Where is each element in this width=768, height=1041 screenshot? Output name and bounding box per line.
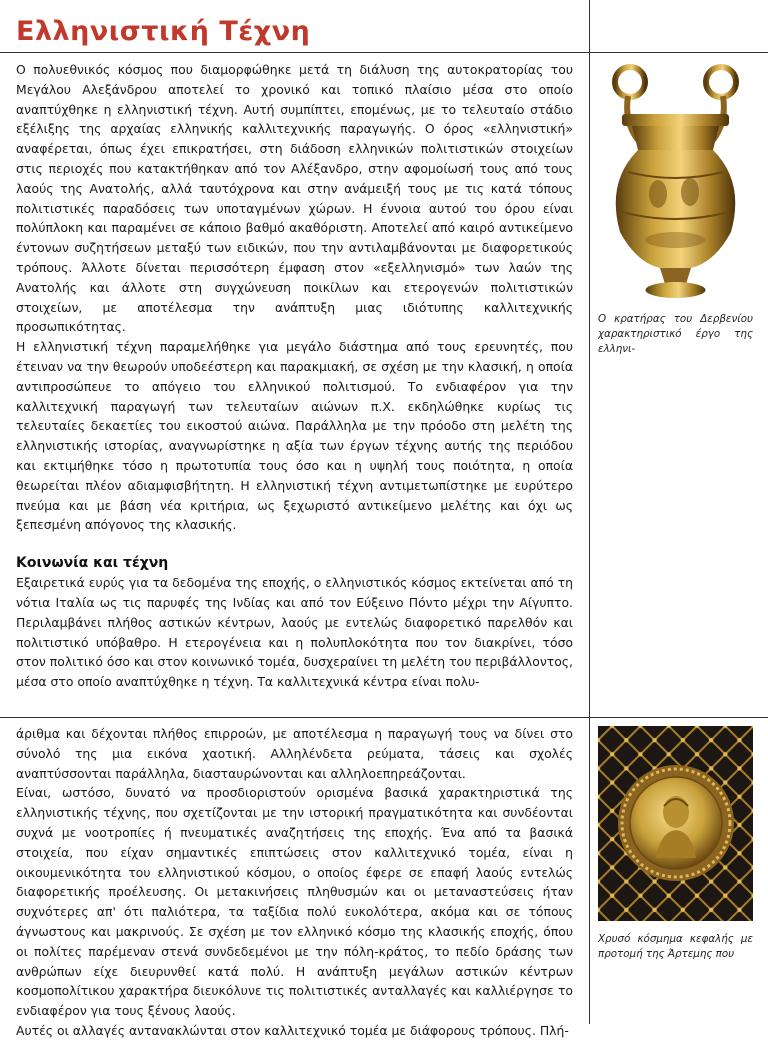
jewel-caption: Χρυσό κόσμημα κεφαλής με προτομή της Άρτεμης που <box>598 933 753 960</box>
paragraph: άριθμα και δέχονται πλήθος επιρροών, με αποτέλεσμα η παραγωγή τους να δίνει στο σύνολό της μια εικόνα χαοτική. Αλληλένδετα ρεύματα, τάσεις και σχολές αναπτύσσονται παράλληλα, διασταυρώνονται και αλληλοεπηρεάζονται. <box>16 726 573 781</box>
paragraph: Ο πολυεθνικός κόσμος που διαμορφώθηκε μετά τη διάλυση της αυτοκρατορίας του Μεγάλου Αλεξάνδρου αποτελεί το χρονικό και τοπικό πλαίσιο μέσα στο οποίο αναπτύχθηκε η ελληνιστική τέχνη. Αυτή συμπίπτει, επομένως, με το τελευταίο στάδιο εξέλιξης της αρχαίας ελληνικής καλλιτεχνικής παραγωγής. Ο όρος «ελληνιστική» αναφέρεται, όπως έχει επικρατήσει, στη διάδοση ελληνικών πολιτιστικών στοιχείων στις περιοχές που κατακτήθηκαν από τον Αλέξανδρο, στην αφομοίωσή τους από τους λαούς της Ανατολής, αλλά ταυτόχρονα και στην ανάμειξή τους με τις κατά τόπους πολιτιστικές παραδόσεις των υποταγμένων χώρων. Η έννοια αυτού του όρου είναι πολύπλοκη και παραμένει σε κάποιο βαθμό ακαθόριστη. Αποτελεί από καιρό αντικείμενο έντονων συζητήσεων μεταξύ των ειδικών, που την αντιλαμβάνονται με διαφορετικούς τρόπους. Άλλοτε δίνεται περισσότερη έμφαση στον «εξελληνισμό» των λαών της Ανατολής και άλλοτε στη συγχώνευση ποικίλων και ετερογενών πολιτιστικών στοιχείων, με αποτέλεσμα την ανάπτυξη μιας ιδιότυπης καλλιτεχνικής προσωπικότητας. <box>16 62 573 335</box>
text-section-1 <box>16 60 573 692</box>
derveni-krater-image <box>598 62 753 302</box>
header-divider <box>0 52 768 53</box>
paragraph: Είναι, ωστόσο, δυνατό να προσδιοριστούν ορισμένα βασικά χαρακτηριστικά της ελληνιστικής τέχνης, που σχετίζονται με την ιστορική πραγματικότητα και συνδέονται συχνά με νοοτροπίες ή πνευματικές αναζητήσεις της εποχής. Ένα από τα βασικά στοιχεία, που είχαν σημαντικές επιπτώσεις στον καλλιτεχνικό τομέα, είναι η οικουμενικότητα του ελληνιστικού κόσμου, ο οποίος έφερε σε επαφή λαούς εντελώς διαφορετικής προέλευσης. Οι μετακινήσεις πληθυσμών και οι μεταναστεύσεις ήταν συχνότερες απ' ότι παλιότερα, τα ταξίδια πολύ ευκολότερα, ακόμα και σε τόπους άγνωστους και μακρινούς. Σε σχέση με τον ελληνικό κόσμο της κλασικής εποχής, όπου οι πολίτες παρέμεναν στενά συνδεδεμένοι με την πόλη-κράτος, το πεδίο δράσης των ανθρώπων είχε διευρυνθεί κατά πολύ. Η ανάπτυξη μεγάλων αστικών κέντρων κοσμοπολίτικου χαρακτήρα διευκόλυνε τις πολιτιστικές ανταλλαγές και καλλιέργησε το ενδιαφέρον για τους ξένους λαούς. <box>16 785 573 1019</box>
paragraph: Εξαιρετικά ευρύς για τα δεδομένα της εποχής, ο ελληνιστικός κόσμος εκτείνεται από τη νότια Ιταλία ως τις παρυφές της Ινδίας και από τον Εύξεινο Πόντο μέχρι την Αίγυπτο. Περιλαμβάνει πλήθος αστικών κέντρων, λαούς με εντελώς διαφορετικό παρελθόν και πολιτιστικό υπόβαθρο. Η ετερογένεια και η πολυπλοκότητα που τον διακρίνει, τόσο στον πολιτικό όσο και στον κοινωνικό τομέα, δυσχεραίνει τη μελέτη του περιβάλλοντος, μέσα στο οποίο αναπτύχθηκε η τέχνη. Τα καλλιτεχνικά κέντρα είναι πολυ- <box>16 575 573 690</box>
subheading: Κοινωνία και τέχνη <box>16 555 169 572</box>
page-title: Ελληνιστική Τέχνη <box>16 16 311 47</box>
text-section-2 <box>16 724 573 1041</box>
page-divider <box>0 717 768 718</box>
column-divider <box>589 0 590 1024</box>
gold-jewel-image <box>598 726 753 921</box>
paragraph: Αυτές οι αλλαγές αντανακλώνται στον καλλιτεχνικό τομέα με διάφορους τρόπους. Πλή- <box>16 1022 569 1038</box>
paragraph: Η ελληνιστική τέχνη παραμελήθηκε για μεγάλο διάστημα από τους ερευνητές, που έτειναν να την θεωρούν υποδεέστερη και παρακμιακή, σε σχέση με την κλασική, η οποία αντιπροσώπευε το απόγειο του ελληνικού πολιτισμού. Το ενδιαφέρον για την καλλιτεχνική παραγωγή των τελευταίων αιώνων π.Χ. εκδηλώθηκε κυρίως τις τελευταίες δεκαετίες του εικοστού αιώνα. Παράλληλα με την πρόοδο στη μελέτη της ελληνιστικής ιστορίας, αναγνωρίστηκε η αξία των έργων τέχνης αυτής της περιόδου και εκτιμήθηκε τόσο η πρωτοτυπία τους όσο και η υψηλή τους ποιότητα, η οποία θεωρείται πλέον αδιαμφισβήτητη. Η ελληνιστική τέχνη αντιμετωπίστηκε με ευρύτερο πνεύμα και με βάση νέα κριτήρια, ως ξεχωριστό αντικείμενο μελέτης και όχι ως ξεπεσμένη απόγονος της κλασικής. <box>16 339 573 533</box>
krater-caption: Ο κρατήρας του Δερβενίου χαρακτηριστικό έργο της ελληνι- <box>598 313 753 355</box>
